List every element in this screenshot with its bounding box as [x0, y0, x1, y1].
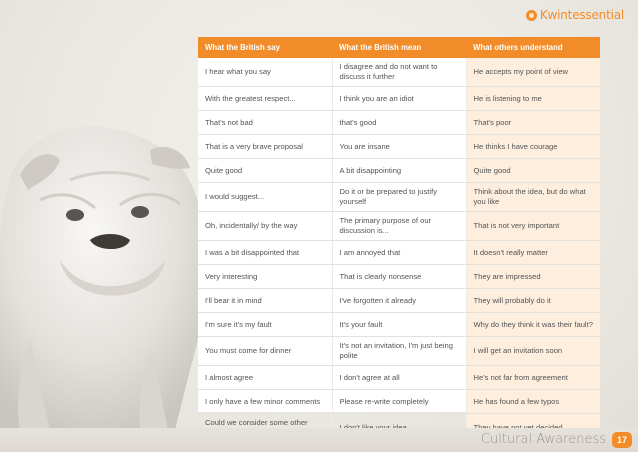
cell-british-say: That is a very brave proposal	[198, 135, 332, 159]
table-header	[198, 37, 600, 58]
cell-british-say: I almost agree	[198, 366, 332, 390]
cell-british-mean: I think you are an idiot	[332, 87, 466, 111]
cell-others-understand: He thinks I have courage	[466, 135, 600, 159]
cell-british-mean: Do it or be prepared to justify yourself	[332, 183, 466, 212]
cell-british-say: That's not bad	[198, 111, 332, 135]
table-row	[198, 135, 600, 159]
cell-british-mean: That is clearly nonsense	[332, 265, 466, 289]
cell-others-understand: They are impressed	[466, 265, 600, 289]
table-row	[198, 313, 600, 337]
table-row	[198, 111, 600, 135]
brand-mark-icon	[526, 10, 537, 21]
cell-british-mean: A bit disappointing	[332, 159, 466, 183]
table-row	[198, 366, 600, 390]
bulldog-photo	[0, 120, 220, 430]
page-number: 17	[612, 432, 632, 448]
cell-british-mean: I disagree and do not want to discuss it further	[332, 58, 466, 87]
cell-others-understand: That's poor	[466, 111, 600, 135]
cell-british-mean: The primary purpose of our discussion is...	[332, 212, 466, 241]
cell-british-mean: You are insane	[332, 135, 466, 159]
cell-british-say: I'll bear it in mind	[198, 289, 332, 313]
table-row	[198, 159, 600, 183]
cell-british-mean: that's good	[332, 111, 466, 135]
table-row	[198, 241, 600, 265]
table-row	[198, 212, 600, 241]
cell-others-understand: That is not very important	[466, 212, 600, 241]
table-row	[198, 87, 600, 111]
cell-british-say: Quite good	[198, 159, 332, 183]
footer-title: Cultural Awareness	[480, 432, 606, 447]
cell-british-say: I only have a few minor comments	[198, 390, 332, 414]
table-row	[198, 390, 600, 414]
header-british-say: What the British say	[198, 37, 332, 58]
table-row	[198, 289, 600, 313]
cell-others-understand: He has found a few typos	[466, 390, 600, 414]
table-row	[198, 183, 600, 212]
cell-british-mean: Please re-write completely	[332, 390, 466, 414]
cell-others-understand: He's not far from agreement	[466, 366, 600, 390]
header-british-mean: What the British mean	[332, 37, 466, 58]
cell-british-say: I'm sure it's my fault	[198, 313, 332, 337]
cell-british-mean: I am annoyed that	[332, 241, 466, 265]
cell-others-understand: I will get an invitation soon	[466, 337, 600, 366]
cell-others-understand: He accepts my point of view	[466, 58, 600, 87]
cell-others-understand: Quite good	[466, 159, 600, 183]
cell-british-say: Oh, incidentally/ by the way	[198, 212, 332, 241]
cell-british-say: Very interesting	[198, 265, 332, 289]
table-row	[198, 265, 600, 289]
cell-british-mean: I've forgotten it already	[332, 289, 466, 313]
cell-british-say: With the greatest respect...	[198, 87, 332, 111]
table-row	[198, 337, 600, 366]
cell-british-mean: It's your fault	[332, 313, 466, 337]
cell-british-say: I hear what you say	[198, 58, 332, 87]
table-body	[198, 58, 600, 443]
cell-british-say: Could we consider some other	[198, 414, 332, 443]
brand-logo	[526, 8, 624, 22]
table-row	[198, 58, 600, 87]
cell-british-say: You must come for dinner	[198, 337, 332, 366]
phrase-table	[198, 37, 600, 443]
cell-british-mean: It's not an invitation, I'm just being polite	[332, 337, 466, 366]
phrase-table-card	[198, 37, 600, 427]
cell-british-say: I was a bit disappointed that	[198, 241, 332, 265]
cell-others-understand: They will probably do it	[466, 289, 600, 313]
header-others-understand: What others understand	[466, 37, 600, 58]
brand-name: Kwintessential	[539, 8, 624, 22]
cell-others-understand: Why do they think it was their fault?	[466, 313, 600, 337]
cell-british-mean: I don't agree at all	[332, 366, 466, 390]
cell-british-say: I would suggest...	[198, 183, 332, 212]
cell-others-understand: Think about the idea, but do what you like	[466, 183, 600, 212]
cell-others-understand: He is listening to me	[466, 87, 600, 111]
cell-others-understand: It doesn't really matter	[466, 241, 600, 265]
